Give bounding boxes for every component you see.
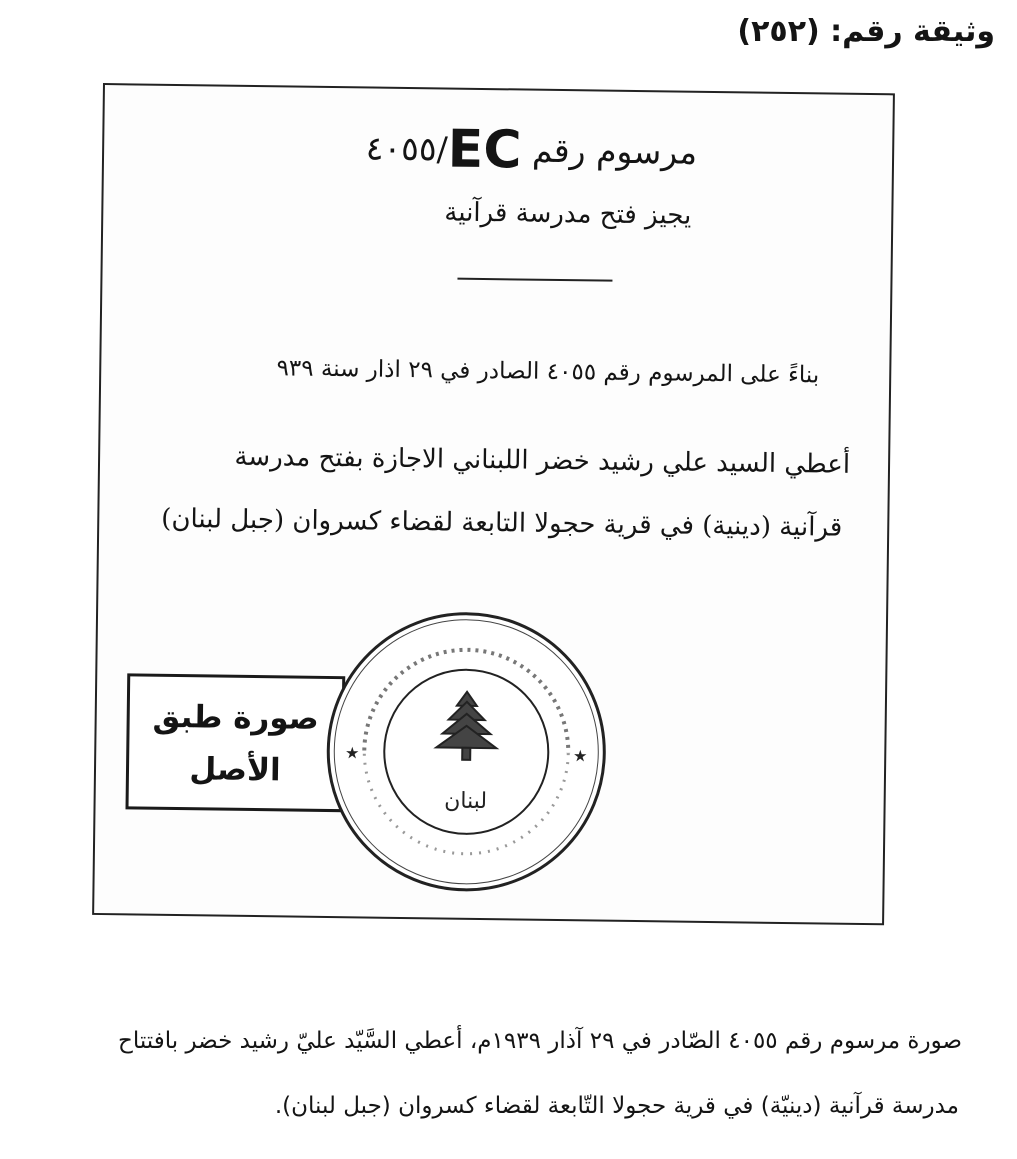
copy-stamp-line: صورة طبق [152, 698, 319, 737]
decree-number: /٤٠٥٥ [365, 128, 449, 169]
caption-line: مدرسة قرآنية (دينيّة) في قرية حجولا التّابعة لقضاء كسروان (جبل لبنان). [274, 1093, 959, 1119]
official-seal [322, 608, 611, 897]
certified-copy-stamp [125, 673, 345, 812]
caption-line: صورة مرسوم رقم ٤٠٥٥ الصّادر في ٢٩ آذار ١٩٣٩م، أعطي السَّيّد عليّ رشيد خضر بافتتاح [118, 1028, 962, 1054]
decree-subject: يجيز فتح مدرسة قرآنية [444, 197, 692, 231]
decree-document [92, 83, 895, 925]
decree-basis: بناءً على المرسوم رقم ٤٠٥٥ الصادر في ٢٩ اذار سنة ٩٣٩ [276, 355, 820, 389]
decree-prefix: مرسوم رقم [531, 130, 698, 172]
decree-title [365, 118, 697, 182]
grant-text-line: أعطي السيد علي رشيد خضر اللبناني الاجازة بفتح مدرسة [234, 441, 851, 480]
copy-stamp-line: الأصل [189, 751, 281, 789]
decree-code: EC [447, 119, 522, 181]
star-icon: ★ [344, 743, 360, 763]
document-number-label: وثيقة رقم: (٢٥٢) [737, 14, 995, 49]
star-icon: ★ [572, 746, 588, 766]
seal-center-text: لبنان [444, 788, 488, 815]
grant-text-line: قرآنية (دينية) في قرية حجولا التابعة لقضاء كسروان (جبل لبنان) [161, 503, 843, 543]
title-divider [457, 278, 612, 282]
